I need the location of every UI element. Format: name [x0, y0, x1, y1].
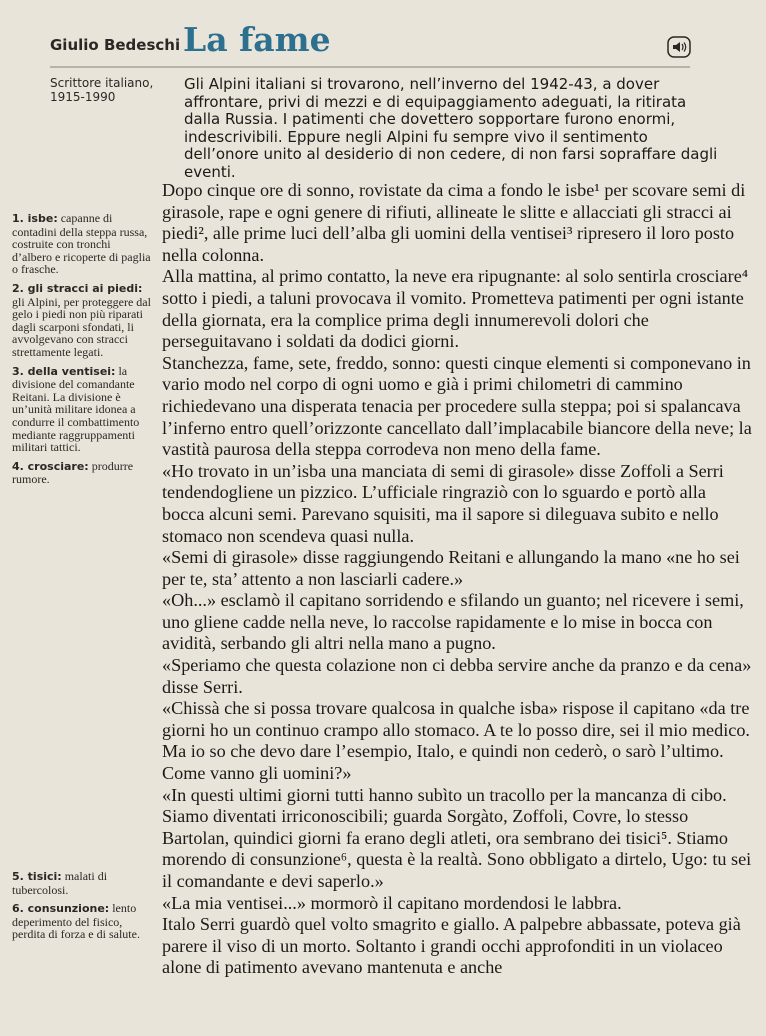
paragraph: «La mia ventisei...» mormorò il capitano mordendosi le labbra.: [162, 892, 622, 913]
header-divider: [50, 66, 690, 68]
footnote: 3. della ventisei: la divisione del comandante Reitani. La divisione è un’unità militare idonea a condurre il combattimento mediante raggruppamenti militari tattici.: [12, 363, 140, 455]
paragraph: «Oh...» esclamò il capitano sorridendo e sfilando un guanto; nel ricevere i semi, uno gliene cadde nella neve, lo raccolse rapidamente e lo mise in bocca con avidità, serbando gli altri nella mano a pugno.: [162, 590, 744, 654]
paragraph: Dopo cinque ore di sonno, rovistate da cima a fondo le isbe¹ per scovare semi di girasole, rape e ogni genere di rifiuti, allineate le slitte e allacciati gli stracci ai piedi², alle prime luci dell’alba gli uomini della ventisei³ ripresero il loro posto nella colonna.: [162, 180, 746, 265]
footnote: 6. consunzione: lento deperimento del fisico, perdita di forza e di salute.: [12, 901, 140, 942]
story-text: [162, 180, 752, 979]
paragraph: «Ho trovato in un’isba una manciata di semi di girasole» disse Zoffoli a Serri tendendogliene un pizzico. L’ufficiale ringraziò con lo sguardo e portò alla bocca alcuni semi. Parevano squisiti, ma il sapore si dileguava subito e nello stomaco non scendeva quasi nulla.: [162, 460, 724, 546]
footnote: 4. crosciare: produrre rumore.: [12, 458, 134, 487]
paragraph: «Semi di girasole» disse raggiungendo Reitani e allungando la mano «ne ho sei per te, sta’ attento a non lasciarli cadere.»: [162, 547, 740, 589]
footnote: 5. tisici: malati di tubercolosi.: [12, 869, 108, 897]
author-name: Giulio Bedeschi: [50, 36, 181, 54]
author-info: [50, 76, 180, 104]
author-years: 1915-1990: [50, 90, 116, 104]
paragraph: Alla mattina, al primo contatto, la neve era ripugnante: al solo sentirla crosciare⁴ sotto i piedi, a taluni provocava il vomito. Prometteva patimenti per ogni istante della giornata, era la complice prima degli innumerevoli dolori che perseguitavano i soldati da dodici giorni.: [162, 266, 749, 352]
author-role: Scrittore italiano,: [50, 76, 154, 90]
footnote: 2. gli stracci ai piedi: gli Alpini, per proteggere dal gelo i piedi non più riparati dagli scarponi sfondati, li avvolgevano con stracci strettamente legati.: [12, 281, 151, 359]
footnotes-bottom: [12, 870, 152, 947]
intro-paragraph: Gli Alpini italiani si trovarono, nell’inverno del 1942-43, a dover affrontare, privi di mezzi e di equipaggiamento adeguati, la ritirata dalla Russia. I patimenti che dovettero sopportare furono enormi, indescrivibili. Eppure negli Alpini fu sempre vivo il sentimento dell’onore unito al desiderio di non cedere, di non farsi sopraffare dagli eventi.: [184, 75, 718, 181]
footnotes-top: [12, 212, 152, 492]
paragraph: Italo Serri guardò quel volto smagrito e giallo. A palpebre abbassate, poteva già parere il viso di un morto. Soltanto i grandi occhi approfonditi in un violaceo alone di patimento avevano mantenuta e anche: [162, 914, 741, 978]
paragraph: «Speriamo che questa colazione non ci debba servire anche da pranzo e da cena» disse Serri.: [162, 655, 752, 697]
page-title: La fame: [183, 20, 331, 59]
paragraph: Stanchezza, fame, sete, freddo, sonno: questi cinque elementi si componevano in vario modo nel corpo di ogni uomo e già i primi chilometri di cammino richiedevano una disperata tenacia per procedere sulla steppa; poi si spalancava l’inferno entro quell’orizzonte cancellato dall’implacabile biancore della neve; la vastità paurosa della steppa corrodeva non meno della fame.: [162, 352, 752, 460]
paragraph: «In questi ultimi giorni tutti hanno subìto un tracollo per la mancanza di cibo. Siamo diventati irriconoscibili; guarda Sorgàto, Zoffoli, Covre, lo stesso Bartolan, quindici giorni fa erano degli atleti, ora sembrano dei tisici⁵. Stiamo morendo di consunzione⁶, questa è la realtà. Sono obbligato a dirtelo, Ugo: tu sei il comandante e devi saperlo.»: [162, 784, 752, 891]
paragraph: «Chissà che si possa trovare qualcosa in qualche isba» rispose il capitano «da tre giorni ho un continuo crampo allo stomaco. A te lo posso dire, sei il mio medico. Ma io so che devo dare l’esempio, Italo, e quindi non cederò, o sarò l’ultimo. Come vanno gli uomini?»: [162, 698, 750, 784]
speaker-icon[interactable]: [667, 36, 691, 58]
footnote: 1. isbe: capanne di contadini della steppa russa, costruite con tronchi d’albero e ricoperte di paglia o frasche.: [12, 211, 151, 277]
